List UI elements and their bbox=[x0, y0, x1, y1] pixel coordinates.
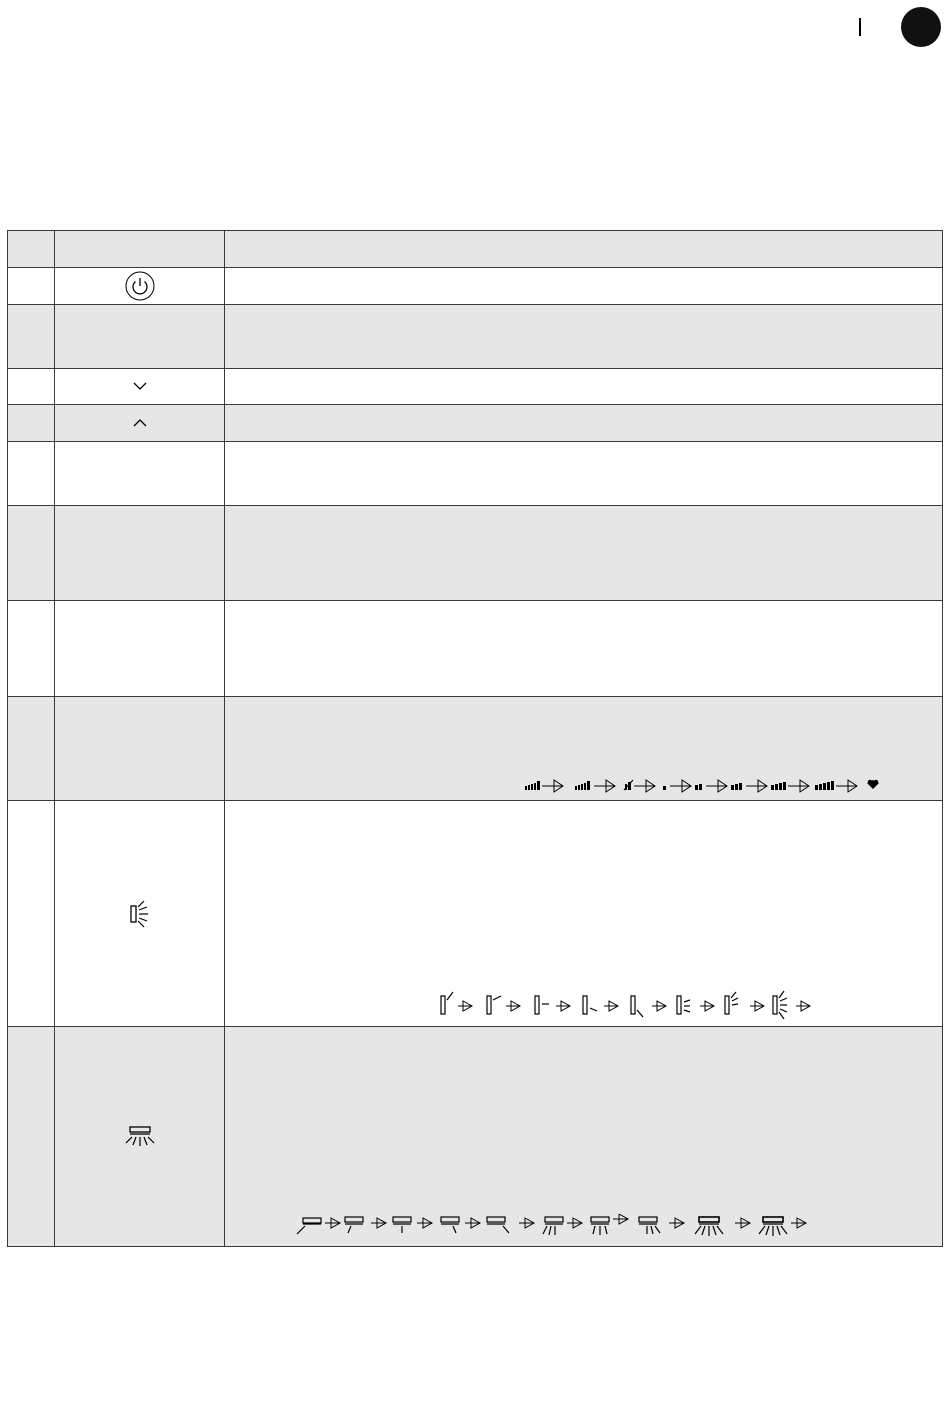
chevron-down-icon bbox=[132, 380, 148, 392]
louver-pos-2 bbox=[487, 996, 501, 1014]
fan-speed-5-icon bbox=[815, 781, 834, 790]
flap-swing-full bbox=[695, 1217, 723, 1236]
fan-speed-4-icon bbox=[771, 782, 786, 790]
header-button-cell bbox=[55, 231, 225, 268]
table-row bbox=[8, 369, 943, 405]
fan-speed-3-icon bbox=[731, 783, 742, 790]
arrow-icon bbox=[670, 780, 691, 792]
louver-pos-4 bbox=[583, 996, 597, 1014]
remote-buttons-table bbox=[7, 230, 943, 1247]
louver-pos-5 bbox=[631, 996, 643, 1017]
header-description-cell bbox=[225, 231, 943, 268]
flap-swing-2-4 bbox=[591, 1217, 609, 1235]
arrow-icon bbox=[788, 780, 809, 792]
louver-pos-1 bbox=[441, 992, 453, 1014]
horizontal-swing-sequence bbox=[295, 1214, 825, 1240]
arrow-icon bbox=[542, 780, 563, 792]
arrow-icon bbox=[746, 780, 767, 792]
flap-swing-3-5 bbox=[639, 1217, 660, 1234]
swing-vertical-icon bbox=[127, 898, 153, 930]
swing-horizontal-icon bbox=[123, 1124, 157, 1150]
fan-quiet-icon bbox=[624, 780, 633, 790]
header-number-cell bbox=[8, 231, 55, 268]
fan-speed-2-icon bbox=[695, 784, 702, 790]
table-row bbox=[8, 405, 943, 442]
table-header-row bbox=[8, 231, 943, 268]
louver-pos-3 bbox=[535, 996, 549, 1014]
table-row bbox=[8, 601, 943, 697]
flap-pos-3 bbox=[393, 1217, 411, 1233]
table-row bbox=[8, 268, 943, 305]
flap-pos-4 bbox=[441, 1217, 459, 1233]
fan-auto-icon bbox=[575, 781, 590, 790]
page-section-marker bbox=[859, 18, 861, 36]
arrow-icon bbox=[594, 780, 615, 792]
table-row bbox=[8, 697, 943, 801]
flap-swing-wide bbox=[759, 1217, 787, 1236]
power-icon bbox=[124, 270, 156, 302]
louver-swing-1-5 bbox=[677, 996, 690, 1014]
louver-swing-1-3 bbox=[725, 992, 738, 1014]
chevron-up-icon bbox=[132, 417, 148, 429]
page-badge bbox=[901, 7, 941, 47]
fan-auto-icon bbox=[525, 781, 540, 790]
arrow-icon bbox=[836, 780, 857, 792]
fan-turbo-icon bbox=[867, 780, 879, 789]
flap-swing-1-5 bbox=[543, 1217, 563, 1235]
flap-pos-1 bbox=[297, 1218, 321, 1234]
table-row bbox=[8, 442, 943, 506]
louver-swing-full bbox=[773, 991, 787, 1019]
table-row bbox=[8, 1027, 943, 1247]
fan-speed-sequence bbox=[523, 776, 893, 794]
table-row bbox=[8, 506, 943, 601]
flap-pos-2 bbox=[345, 1217, 363, 1233]
arrow-icon bbox=[706, 780, 727, 792]
table-row bbox=[8, 305, 943, 369]
table-row bbox=[8, 801, 943, 1027]
vertical-swing-sequence bbox=[439, 990, 829, 1020]
fan-speed-1-icon bbox=[663, 786, 666, 790]
arrow-icon bbox=[634, 780, 655, 792]
flap-pos-5 bbox=[487, 1217, 509, 1233]
